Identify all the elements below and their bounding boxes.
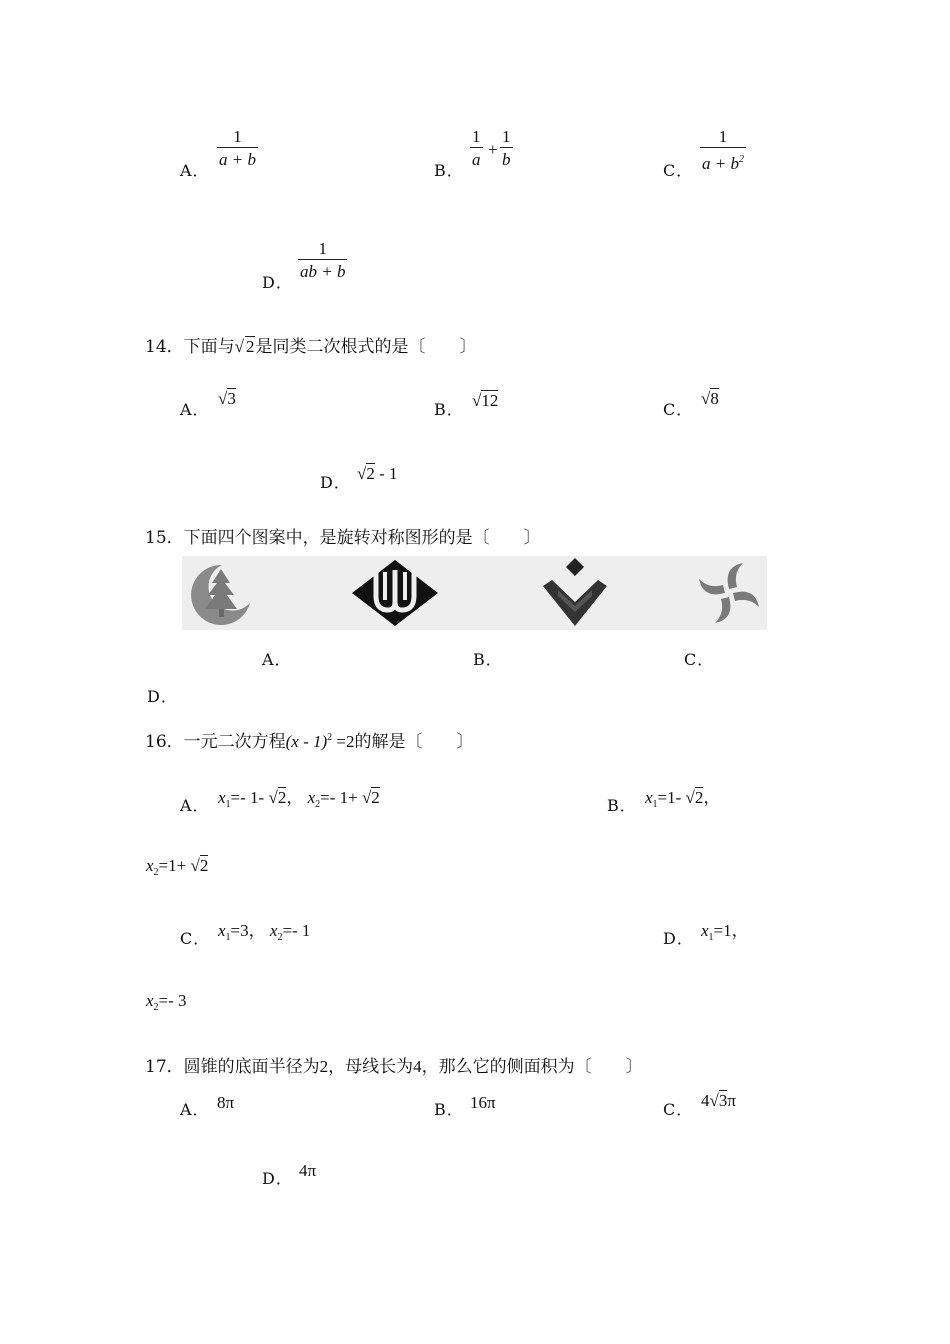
option-c-label: C． <box>180 929 211 948</box>
sqrt-2: √ 2 <box>234 337 255 356</box>
option-c-value: 4√3π <box>701 1091 736 1110</box>
separator: ， <box>248 921 266 940</box>
subscript: 1 <box>225 932 231 943</box>
option-a-label: A． <box>180 161 210 180</box>
question-16-stem <box>145 727 474 752</box>
rhs: =- 1+ <box>320 788 362 807</box>
radicand: 8 <box>710 389 719 408</box>
radicand: 2 <box>277 788 287 807</box>
option-d-label: D． <box>147 687 178 706</box>
option-d-value: 4π <box>299 1161 317 1180</box>
exponent: 2 <box>738 154 744 165</box>
minus-one: - 1 <box>374 464 398 483</box>
subscript: 1 <box>225 799 231 810</box>
option-b-label: B． <box>434 400 464 419</box>
denominator-base: a + b <box>702 154 739 173</box>
radicand: 2 <box>694 788 704 807</box>
option-b-value-x2: $x_2=1+ √2$ <box>146 856 209 878</box>
variable: x <box>701 921 709 940</box>
variable: x <box>218 788 226 807</box>
option-a-label: A． <box>262 650 292 669</box>
stem-part-1: 17．圆锥的底面半径为 <box>145 1057 320 1077</box>
option-a-value: 8π <box>217 1093 235 1112</box>
rhs: =1- <box>657 788 686 807</box>
radicand: 2 <box>366 464 375 483</box>
variable: x <box>146 856 154 875</box>
option-d-label: D． <box>320 473 351 492</box>
option-b-fraction-1 <box>470 127 483 170</box>
plus-sign: + <box>488 140 498 159</box>
question-14-stem <box>145 332 476 357</box>
radius-value: 2 <box>319 1057 329 1076</box>
variable: x <box>307 788 316 807</box>
option-c-label: C． <box>684 650 715 669</box>
radicand: 2 <box>245 337 255 356</box>
separator: ， <box>731 921 749 940</box>
subscript: 1 <box>708 932 714 943</box>
subscript: 2 <box>153 867 159 878</box>
variable: x <box>269 921 278 940</box>
option-d-label: D． <box>663 929 694 948</box>
chevron-diamond-icon <box>540 556 610 630</box>
w-diamond-icon <box>350 558 440 628</box>
option-c-label: C． <box>663 1100 694 1119</box>
option-d-value-x2 <box>146 991 187 1013</box>
numerator: 1 <box>233 127 242 146</box>
radicand: 2 <box>371 788 380 807</box>
option-c-fraction <box>700 127 746 174</box>
option-d-value: √2 - 1 <box>357 464 398 483</box>
radicand: 3 <box>227 389 236 408</box>
denominator: a + b <box>217 147 258 170</box>
equation-base: (x - 1) <box>285 732 328 751</box>
equation-rhs: =2 <box>332 732 355 751</box>
denominator: a <box>470 147 483 170</box>
coefficient: 4 <box>701 1091 710 1110</box>
numerator: 1 <box>472 127 481 146</box>
rhs: =3 <box>230 921 249 940</box>
stem-prefix: 14．下面与 <box>145 337 235 357</box>
pattern-strip <box>182 556 767 630</box>
option-b-label: B． <box>434 161 464 180</box>
pi: π <box>727 1091 736 1110</box>
rhs: =- 1- <box>230 788 269 807</box>
option-b-fraction-2 <box>500 127 513 170</box>
option-d-label: D． <box>262 1169 293 1188</box>
stem-suffix: 的解是〔 〕 <box>354 732 474 752</box>
denominator <box>700 147 746 174</box>
variable: x <box>146 991 154 1010</box>
option-b-label: B． <box>473 650 503 669</box>
option-d-value-x1 <box>701 916 749 943</box>
option-c-value <box>218 916 310 943</box>
subscript: 1 <box>652 799 658 810</box>
question-17-stem <box>145 1052 643 1077</box>
numerator: 1 <box>502 127 511 146</box>
variable: x <box>645 788 653 807</box>
separator: ， <box>703 788 721 807</box>
radicand: 3 <box>718 1091 728 1110</box>
separator: ， <box>286 788 304 807</box>
option-c-label: C． <box>663 400 694 419</box>
radicand: 12 <box>481 391 499 410</box>
option-d-fraction <box>298 239 347 282</box>
subscript: 2 <box>153 1002 159 1013</box>
rhs: =- 3 <box>158 991 187 1010</box>
stem-suffix: 是同类二次根式的是〔 〕 <box>255 337 477 357</box>
denominator: ab + b <box>298 259 347 282</box>
option-c-value: √8 <box>701 389 719 408</box>
option-a-fraction <box>217 127 258 170</box>
radicand: 2 <box>199 856 209 875</box>
option-b-label: B． <box>434 1100 464 1119</box>
rhs: =1+ <box>158 856 191 875</box>
numerator: 1 <box>718 127 728 146</box>
option-b-value: 16π <box>470 1093 496 1112</box>
numerator: 1 <box>318 239 327 258</box>
option-a-label: A． <box>180 796 210 815</box>
stem-part-2: ，母线长为 <box>328 1057 414 1077</box>
rhs: =1 <box>713 921 732 940</box>
option-d-label: D． <box>262 273 293 292</box>
option-a-value: √3 <box>218 389 236 408</box>
tree-moon-icon <box>188 559 254 627</box>
option-b-value: √12 <box>472 391 499 410</box>
question-15-stem: 15．下面四个图案中，是旋转对称图形的是〔 〕 <box>145 528 541 548</box>
rhs: =- 1 <box>282 921 311 940</box>
option-b-label: B． <box>607 796 637 815</box>
option-c-label: C． <box>663 161 694 180</box>
stem-prefix: 16．一元二次方程 <box>145 732 286 752</box>
option-b-value-x1: $x_1=1-$ √2， <box>645 788 721 810</box>
stem-part-3: ，那么它的侧面积为〔 〕 <box>421 1057 643 1077</box>
option-a-label: A． <box>180 400 210 419</box>
option-a-label: A． <box>180 1100 210 1119</box>
variable: x <box>218 921 226 940</box>
equation-exponent: 2 <box>327 732 333 743</box>
pinwheel-icon <box>694 558 764 628</box>
slant-value: 4 <box>413 1057 422 1076</box>
subscript: 2 <box>315 799 321 810</box>
option-a-value: $x_1=-$ 1- √2， $x_2=-$ 1+ √2 <box>218 788 380 810</box>
subscript: 2 <box>277 932 283 943</box>
denominator: b <box>500 147 513 170</box>
